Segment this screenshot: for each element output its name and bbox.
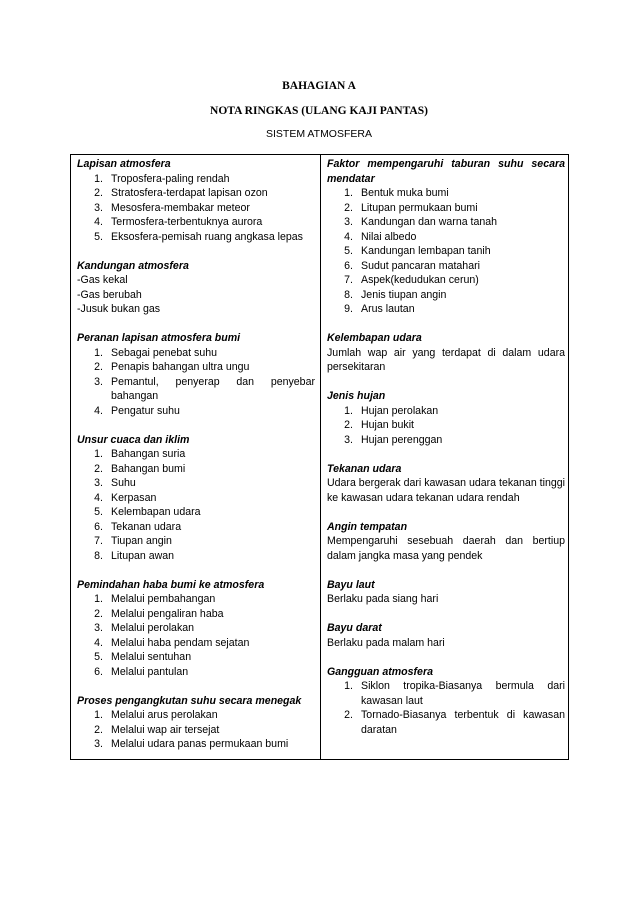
list-item-text: Aspek(kedudukan cerun): [361, 274, 479, 286]
list-item-text: Bahangan bumi: [111, 462, 186, 475]
list-item-number: 9.: [344, 303, 353, 315]
list-item: [327, 404, 565, 419]
numbered-list: [327, 679, 565, 737]
list-item-number: 3.: [94, 375, 103, 388]
list-item: [77, 636, 315, 651]
list-item-text: Eksosfera-pemisah ruang angkasa lepas: [111, 230, 303, 243]
list-item: [77, 491, 315, 506]
list-item-number: 2.: [94, 723, 103, 736]
list-item: [77, 723, 315, 738]
list-item-text: Kandungan dan warna tanah: [361, 216, 498, 228]
text-line: -Gas kekal: [77, 274, 128, 286]
list-item-number: 2.: [94, 462, 103, 475]
section-gangguan-atmosfera: [327, 665, 565, 738]
list-item: [327, 302, 565, 317]
list-item: [77, 462, 315, 477]
list-item: [77, 650, 315, 665]
list-item-text: Kelembapan udara: [111, 506, 201, 518]
list-item: [77, 404, 315, 419]
list-item-number: 4.: [94, 404, 103, 417]
list-item-text: Sudut pancaran matahari: [361, 259, 480, 272]
list-item-number: 2.: [344, 709, 353, 721]
list-item-text: Stratosfera-terdapat lapisan ozon: [111, 187, 268, 199]
list-item-text: Tekanan udara: [111, 520, 182, 533]
section-heading: Unsur cuaca dan iklim: [77, 433, 190, 446]
list-item-number: 7.: [344, 274, 353, 286]
list-item-number: 1.: [94, 448, 103, 460]
list-item-number: 3.: [94, 201, 103, 214]
list-item: [327, 230, 565, 245]
list-item-text: Melalui sentuhan: [111, 651, 192, 663]
list-item-text: Mesosfera-membakar meteor: [111, 201, 250, 214]
list-item: [77, 520, 315, 535]
list-item: [77, 708, 315, 723]
list-item-text: Litupan permukaan bumi: [361, 201, 478, 214]
list-item-text: Jenis tiupan angin: [361, 288, 447, 301]
list-item: [327, 708, 565, 737]
list-item-number: 4.: [94, 216, 103, 228]
section-heading: Proses pengangkutan suhu secara menegak: [77, 694, 302, 707]
list-item-text: Termosfera-terbentuknya aurora: [111, 216, 263, 228]
section-heading: Bayu laut: [327, 578, 375, 591]
list-item-number: 8.: [94, 549, 103, 562]
section-heading: Angin tempatan: [327, 520, 408, 533]
list-item-number: 5.: [94, 506, 103, 518]
list-item-number: 2.: [94, 607, 103, 620]
section-heading: Kandungan atmosfera: [77, 259, 189, 272]
list-item-text: Melalui pembahangan: [111, 593, 216, 605]
list-item: [327, 679, 565, 708]
section-heading: Lapisan atmosfera: [77, 158, 171, 170]
section-kandungan-atmosfera: [77, 259, 315, 317]
list-item-text: Tiupan angin: [111, 535, 172, 547]
notes-table: [70, 154, 569, 760]
list-item-number: 3.: [94, 477, 103, 489]
numbered-list: [77, 708, 315, 752]
list-item: [327, 273, 565, 288]
section-text: Mempengaruhi sesebuah daerah dan bertiup dalam jangka masa yang pendek: [327, 535, 565, 562]
list-item: [77, 215, 315, 230]
list-item-number: 4.: [94, 491, 103, 504]
list-item-number: 1.: [94, 709, 103, 721]
list-item-text: Bahangan suria: [111, 448, 186, 460]
list-item-text: Arus lautan: [361, 303, 415, 315]
list-item-text: Melalui haba pendam sejatan: [111, 636, 250, 649]
list-item: [77, 375, 315, 404]
list-item-text: Melalui perolakan: [111, 622, 195, 634]
section-heading: Jenis hujan: [327, 390, 386, 402]
section-heading: Bayu darat: [327, 622, 382, 634]
list-item-text: Tornado-Biasanya terbentuk di kawasan daratan: [361, 709, 565, 736]
section-bayu-laut: [327, 578, 565, 607]
list-item: [327, 201, 565, 216]
topic-title: SISTEM ATMOSFERA: [266, 128, 372, 140]
list-item-number: 2.: [344, 201, 353, 214]
list-item: [327, 418, 565, 433]
list-item-number: 5.: [94, 230, 103, 243]
list-item: [77, 172, 315, 187]
list-item-number: 3.: [344, 433, 353, 446]
list-item: [327, 259, 565, 274]
list-item-number: 2.: [344, 419, 353, 431]
section-heading: Tekanan udara: [327, 462, 402, 475]
list-item-number: 6.: [94, 520, 103, 533]
list-item-text: Pengatur suhu: [111, 404, 180, 417]
list-item-text: Bentuk muka bumi: [361, 187, 449, 199]
section-kelembapan-udara: [327, 331, 565, 375]
text-line: -Jusuk bukan gas: [77, 303, 161, 315]
list-item: [77, 737, 315, 752]
section-heading: Faktor mempengaruhi taburan suhu secara mendatar: [327, 158, 565, 185]
list-item-number: 6.: [344, 259, 353, 272]
list-item-number: 7.: [94, 535, 103, 547]
numbered-list: [327, 186, 565, 317]
list-item-text: Litupan awan: [111, 549, 175, 562]
section-heading: Kelembapan udara: [327, 332, 422, 344]
list-item: [77, 592, 315, 607]
numbered-list: [77, 447, 315, 563]
list-item: [77, 346, 315, 361]
list-item-text: Melalui udara panas permukaan bumi: [111, 738, 289, 750]
section-text: Jumlah wap air yang terdapat di dalam udara persekitaran: [327, 346, 565, 373]
list-item: [77, 505, 315, 520]
list-item-text: Melalui pengaliran haba: [111, 607, 224, 620]
numbered-list: [77, 346, 315, 419]
list-item-number: 1.: [344, 187, 353, 199]
list-item-text: Kandungan lembapan tanih: [361, 245, 491, 257]
numbered-list: [327, 404, 565, 448]
list-item-text: Melalui pantulan: [111, 665, 189, 678]
text-line: -Gas berubah: [77, 288, 142, 301]
list-item-number: 2.: [94, 187, 103, 199]
list-item-number: 3.: [94, 738, 103, 750]
list-item: [327, 186, 565, 201]
list-item: [77, 201, 315, 216]
section-text: Udara bergerak dari kawasan udara tekanan tinggi ke kawasan udara tekanan udara rendah: [327, 477, 565, 504]
left-column: [77, 157, 315, 766]
list-item-number: 1.: [344, 680, 353, 692]
list-item-number: 5.: [344, 245, 353, 257]
list-item: [327, 288, 565, 303]
list-item-text: Hujan perenggan: [361, 433, 443, 446]
section-title: BAHAGIAN A: [282, 80, 356, 92]
section-jenis-hujan: [327, 389, 565, 447]
list-item: [77, 665, 315, 680]
section-heading: Pemindahan haba bumi ke atmosfera: [77, 578, 265, 591]
list-item-number: 1.: [94, 172, 103, 185]
list-item-number: 1.: [94, 593, 103, 605]
list-item: [327, 244, 565, 259]
section-peranan-lapisan: [77, 331, 315, 418]
right-column: [327, 157, 565, 752]
list-item-number: 6.: [94, 665, 103, 678]
list-item: [77, 476, 315, 491]
section-lapisan-atmosfera: [77, 157, 315, 244]
list-item-text: Kerpasan: [111, 491, 157, 504]
list-item: [77, 230, 315, 245]
list-item-number: 8.: [344, 288, 353, 301]
section-heading: Peranan lapisan atmosfera bumi: [77, 332, 241, 344]
list-item: [77, 607, 315, 622]
list-item: [77, 534, 315, 549]
list-item-text: Melalui wap air tersejat: [111, 723, 220, 736]
numbered-list: [77, 592, 315, 679]
list-item-number: 3.: [94, 622, 103, 634]
section-proses-pengangkutan: [77, 694, 315, 752]
list-item: [327, 433, 565, 448]
section-faktor-taburan-suhu: [327, 157, 565, 317]
section-text: Berlaku pada siang hari: [327, 593, 439, 605]
list-item-text: Sebagai penebat suhu: [111, 346, 218, 359]
list-item-text: Troposfera-paling rendah: [111, 172, 230, 185]
list-item-text: Pemantul, penyerap dan penyebar bahangan: [111, 375, 315, 402]
list-item: [77, 186, 315, 201]
section-unsur-cuaca: [77, 433, 315, 564]
list-item-number: 5.: [94, 651, 103, 663]
list-item-number: 4.: [94, 636, 103, 649]
list-item-number: 3.: [344, 216, 353, 228]
section-text: Berlaku pada malam hari: [327, 636, 445, 649]
list-item-text: Suhu: [111, 477, 136, 489]
list-item-text: Hujan bukit: [361, 419, 414, 431]
list-item-text: Nilai albedo: [361, 230, 417, 243]
list-item-number: 2.: [94, 361, 103, 373]
numbered-list: [77, 172, 315, 245]
list-item-number: 4.: [344, 230, 353, 243]
list-item-text: Penapis bahangan ultra ungu: [111, 361, 250, 373]
list-item-text: Siklon tropika-Biasanya bermula dari kawasan laut: [361, 680, 565, 707]
document-subtitle: NOTA RINGKAS (ULANG KAJI PANTAS): [210, 105, 428, 117]
list-item-text: Melalui arus perolakan: [111, 709, 218, 721]
section-angin-tempatan: [327, 520, 565, 564]
list-item-text: Hujan perolakan: [361, 404, 439, 417]
section-tekanan-udara: [327, 462, 565, 506]
list-item: [327, 215, 565, 230]
section-bayu-darat: [327, 621, 565, 650]
list-item: [77, 447, 315, 462]
list-item: [77, 621, 315, 636]
list-item: [77, 549, 315, 564]
section-pemindahan-haba: [77, 578, 315, 680]
list-item: [77, 360, 315, 375]
column-divider: [320, 155, 321, 759]
list-item-number: 1.: [344, 404, 353, 417]
list-item-number: 1.: [94, 346, 103, 359]
section-heading: Gangguan atmosfera: [327, 665, 433, 678]
